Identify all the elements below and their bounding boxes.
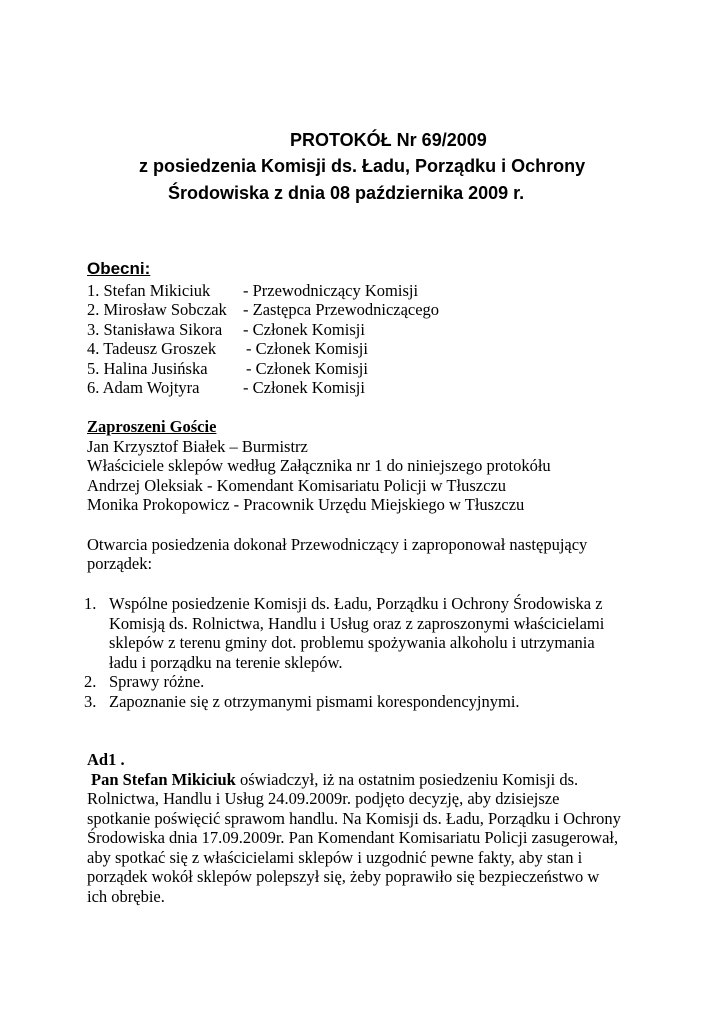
ad1-line: Środowiska dnia 17.09.2009r. Pan Komendant Komisariatu Policji zasugerował, bbox=[87, 828, 619, 847]
member-name: 1. Stefan Mikiciuk bbox=[87, 281, 211, 300]
guest-line: Jan Krzysztof Białek – Burmistrz bbox=[87, 437, 308, 456]
agenda-item-text: Sprawy różne. bbox=[109, 672, 205, 691]
agenda-number: 3. bbox=[84, 692, 97, 711]
member-role: - Członek Komisji bbox=[243, 378, 365, 397]
guest-line: Właściciele sklepów według Załącznika nr 1 do niniejszego protokółu bbox=[87, 456, 551, 475]
member-role: - Członek Komisji bbox=[246, 339, 368, 358]
ad1-line: porządek wokół sklepów polepszył się, żeby poprawiło się bezpieczeństwo w bbox=[87, 867, 600, 886]
ad1-line: Rolnictwa, Handlu i Usług 24.09.2009r. podjęto decyzję, aby dzisiejsze bbox=[87, 789, 560, 808]
guests-heading: Zaproszeni Goście bbox=[87, 417, 217, 436]
member-role: - Przewodniczący Komisji bbox=[243, 281, 419, 300]
ad1-speaker: Pan Stefan Mikiciuk bbox=[91, 770, 236, 789]
agenda-number: 2. bbox=[84, 672, 97, 691]
member-name: 5. Halina Jusińska bbox=[87, 359, 208, 378]
guest-line: Andrzej Oleksiak - Komendant Komisariatu Policji w Tłuszczu bbox=[87, 476, 506, 495]
agenda-item-text: Komisją ds. Rolnictwa, Handlu i Usług oraz z zaproszonymi właścicielami bbox=[109, 614, 605, 633]
ad1-line: aby spotkać się z właścicielami sklepów i uzgodnić pewne fakty, aby stan i bbox=[87, 848, 583, 867]
member-role: - Zastępca Przewodniczącego bbox=[243, 300, 440, 319]
member-name: 4. Tadeusz Groszek bbox=[87, 339, 217, 358]
ad1-line bbox=[91, 770, 578, 790]
document-title-line-3: Środowiska z dnia 08 października 2009 r. bbox=[168, 183, 525, 203]
agenda-item-text: ładu i porządku na terenie sklepów. bbox=[109, 653, 343, 672]
ad1-line: ich obrębie. bbox=[87, 887, 165, 906]
opening-line: Otwarcia posiedzenia dokonał Przewodniczący i zaproponował następujący bbox=[87, 535, 588, 554]
ad1-line: spotkanie poświęcić sprawom handlu. Na Komisji ds. Ładu, Porządku i Ochrony bbox=[87, 809, 621, 828]
ad1-first-line-rest: oświadczył, iż na ostatnim posiedzeniu Komisji ds. bbox=[235, 770, 579, 789]
document-title-line-2: z posiedzenia Komisji ds. Ładu, Porządku i Ochrony bbox=[139, 156, 586, 176]
member-name: 6. Adam Wojtyra bbox=[87, 378, 200, 397]
agenda-number: 1. bbox=[84, 594, 97, 613]
member-role: - Członek Komisji bbox=[243, 320, 365, 339]
document-title-line-1: PROTOKÓŁ Nr 69/2009 bbox=[290, 130, 487, 150]
guest-line: Monika Prokopowicz - Pracownik Urzędu Miejskiego w Tłuszczu bbox=[87, 495, 525, 514]
agenda-item-text: Zapoznanie się z otrzymanymi pismami korespondencyjnymi. bbox=[109, 692, 520, 711]
agenda-item-text: sklepów z terenu gminy dot. problemu spożywania alkoholu i utrzymania bbox=[109, 633, 595, 652]
agenda-item-text: Wspólne posiedzenie Komisji ds. Ładu, Porządku i Ochrony Środowiska z bbox=[109, 594, 603, 613]
member-name: 2. Mirosław Sobczak bbox=[87, 300, 227, 319]
opening-line: porządek: bbox=[87, 554, 153, 573]
present-heading: Obecni: bbox=[87, 259, 151, 278]
member-name: 3. Stanisława Sikora bbox=[87, 320, 223, 339]
member-role: - Członek Komisji bbox=[246, 359, 368, 378]
ad1-heading: Ad1 . bbox=[87, 750, 125, 769]
